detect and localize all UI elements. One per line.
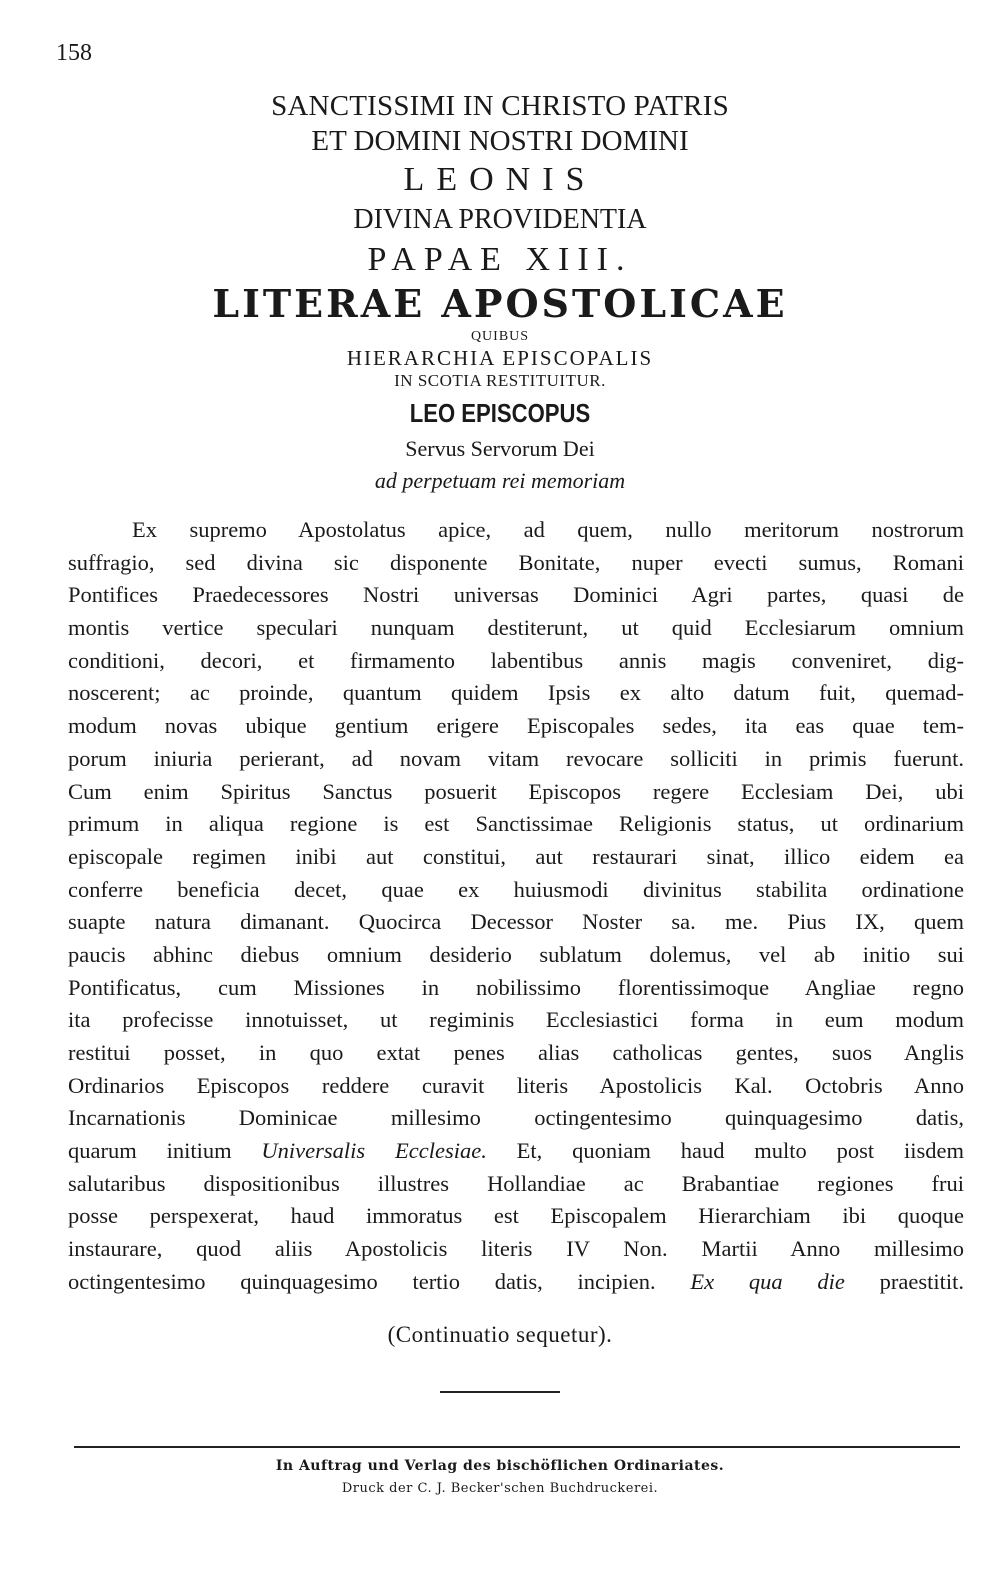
body-line: paucis abhinc diebus omnium desiderio sublatum dolemus, vel ab initio sui bbox=[68, 941, 964, 967]
header-hierarchia: HIERARCHIA EPISCOPALIS bbox=[346, 346, 654, 370]
page-number: 158 bbox=[56, 40, 92, 66]
body-line: conferre beneficia decet, quae ex huiusmodi divinitus stabilita ordinatione bbox=[68, 876, 964, 902]
header-leonis: LEONIS bbox=[403, 161, 597, 198]
body-italic-run: Ex qua die bbox=[690, 1268, 845, 1294]
footer-imprint-printer: Druck der C. J. Becker'schen Buchdruckerei. bbox=[341, 1481, 659, 1496]
body-line: Ex supremo Apostolatus apice, ad quem, nullo meritorum nostrorum bbox=[132, 517, 964, 542]
body-line: Cum enim Spiritus Sanctus posuerit Episcopos regere Ecclesiam Dei, ubi bbox=[68, 778, 964, 804]
body-line: modum novas ubique gentium erigere Episcopales sedes, ita eas quae tem- bbox=[68, 713, 964, 739]
body-line: ita profecisse innotuisset, ut regiminis Ecclesiastici forma in eum modum bbox=[68, 1007, 964, 1033]
body-paragraph bbox=[68, 514, 964, 1299]
footer-divider bbox=[74, 1446, 960, 1448]
short-divider bbox=[440, 1391, 560, 1393]
body-line: salutaribus dispositionibus illustres Hollandiae ac Brabantiae regiones frui bbox=[68, 1170, 964, 1196]
body-line: porum iniuria perierant, ad novam vitam revocare solliciti in primis fuerunt. bbox=[68, 745, 964, 771]
document-header bbox=[0, 88, 1000, 496]
body-text-run: Et, quoniam haud multo post iisdem bbox=[486, 1138, 964, 1164]
body-italic-run: Universalis Ecclesiae. bbox=[261, 1138, 487, 1164]
body-line: conditioni, decori, et firmamento labentibus annis magis conveniret, dig- bbox=[68, 647, 964, 673]
body-line: suffragio, sed divina sic disponente Bonitate, nuper evecti sumus, Romani bbox=[68, 549, 964, 575]
header-papae: PAPAE XIII. bbox=[367, 241, 633, 278]
continuatio-note: (Continuatio sequetur). bbox=[387, 1322, 613, 1347]
body-line: primum in aliqua regione is est Sanctissimae Religionis status, ut ordinarium bbox=[68, 811, 964, 837]
header-in-scotia: IN SCOTIA RESTITUITUR. bbox=[394, 371, 606, 390]
header-quibus: QUIBUS bbox=[470, 329, 530, 344]
body-text-run: quarum initium bbox=[68, 1138, 262, 1164]
body-line: restitui posset, in quo extat penes alias catholicas gentes, suos Anglis bbox=[68, 1040, 964, 1065]
body-line: noscerent; ac proinde, quantum quidem Ipsis ex alto datum fuit, quemad- bbox=[68, 680, 964, 706]
body-line: Pontifices Praedecessores Nostri universas Dominici Agri partes, quasi de bbox=[68, 582, 964, 608]
body-line: posse perspexerat, haud immoratus est Episcopalem Hierarchiam ibi quoque bbox=[68, 1203, 964, 1229]
body-line: episcopale regimen inibi aut constitui, aut restaurari sinat, illico eidem ea bbox=[68, 843, 964, 869]
header-servus: Servus Servorum Dei bbox=[405, 436, 595, 461]
body-line: instaurare, quod aliis Apostolicis literis IV Non. Martii Anno millesimo bbox=[68, 1236, 964, 1262]
header-line-domini: ET DOMINI NOSTRI DOMINI bbox=[311, 125, 689, 157]
header-line-sanctissimi: SANCTISSIMI IN CHRISTO PATRIS bbox=[271, 90, 729, 122]
body-line: suapte natura dimanant. Quocirca Decessor Noster sa. me. Pius IX, quem bbox=[68, 909, 964, 935]
body-line-with-italic bbox=[68, 1135, 964, 1168]
body-line-with-italic bbox=[68, 1266, 964, 1299]
body-text-run: praestitit. bbox=[844, 1268, 964, 1294]
header-divina-providentia: DIVINA PROVIDENTIA bbox=[353, 204, 647, 235]
body-line: Incarnationis Dominicae millesimo octingentesimo quinquagesimo datis, bbox=[68, 1105, 964, 1131]
header-leo-episcopus: LEO EPISCOPUS bbox=[409, 398, 591, 428]
footer-imprint-publisher: In Auftrag und Verlag des bischöflichen Ordinariates. bbox=[275, 1458, 725, 1474]
body-line: Ordinarios Episcopos reddere curavit literis Apostolicis Kal. Octobris Anno bbox=[68, 1072, 964, 1098]
header-ad-perpetuam: ad perpetuam rei memoriam bbox=[374, 468, 626, 493]
body-line: montis vertice speculari nunquam destiterunt, ut quid Ecclesiarum omnium bbox=[68, 615, 964, 641]
body-text-run: octingentesimo quinquagesimo tertio datis, incipien. bbox=[68, 1268, 691, 1294]
header-literae-apostolicae: LITERAE APOSTOLICAE bbox=[212, 281, 788, 326]
body-line: Pontificatus, cum Missiones in nobilissimo florentissimoque Angliae regno bbox=[68, 974, 964, 1000]
